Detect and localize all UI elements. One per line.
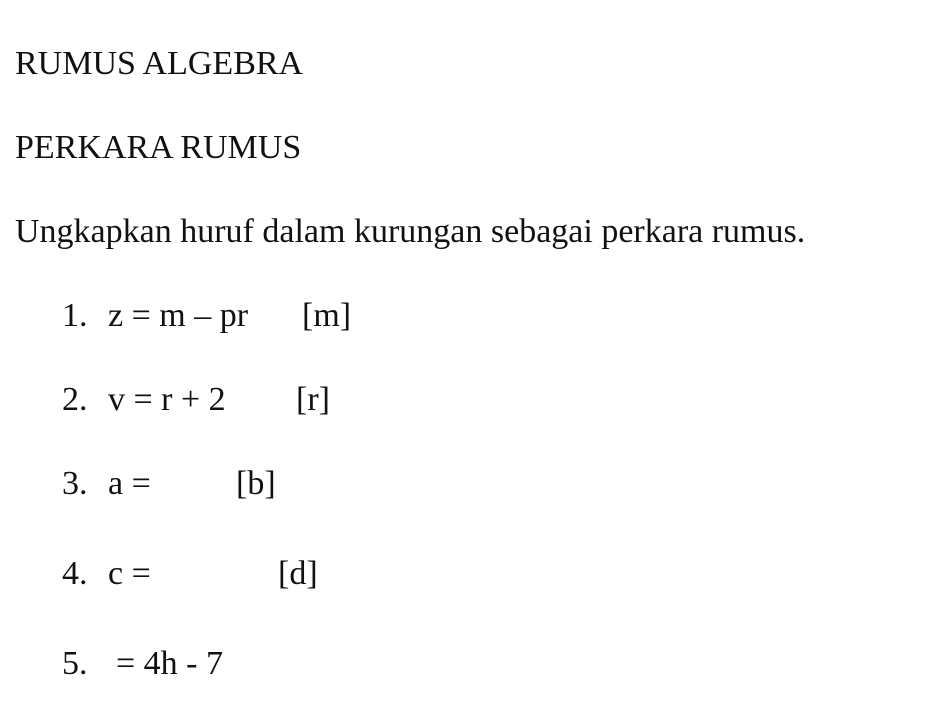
question-expression: c =	[108, 555, 151, 592]
question-number: 5.	[62, 645, 88, 682]
question-subject-variable: [r]	[296, 381, 330, 418]
question-expression: v = r + 2	[108, 381, 226, 418]
question-expression: a =	[108, 465, 151, 502]
question-expression: z = m – pr	[108, 297, 249, 334]
question-subject-variable: [m]	[302, 297, 352, 334]
question-number: 1.	[62, 297, 88, 334]
instruction-text: Ungkapkan huruf dalam kurungan sebagai perkara rumus.	[15, 213, 806, 250]
document-subtitle: PERKARA RUMUS	[15, 129, 302, 166]
question-expression: = 4h - 7	[116, 645, 223, 682]
question-number: 3.	[62, 465, 88, 502]
question-subject-variable: [b]	[236, 465, 276, 502]
document-title: RUMUS ALGEBRA	[15, 45, 304, 82]
question-number: 2.	[62, 381, 88, 418]
question-subject-variable: [d]	[278, 555, 318, 592]
question-number: 4.	[62, 555, 88, 592]
